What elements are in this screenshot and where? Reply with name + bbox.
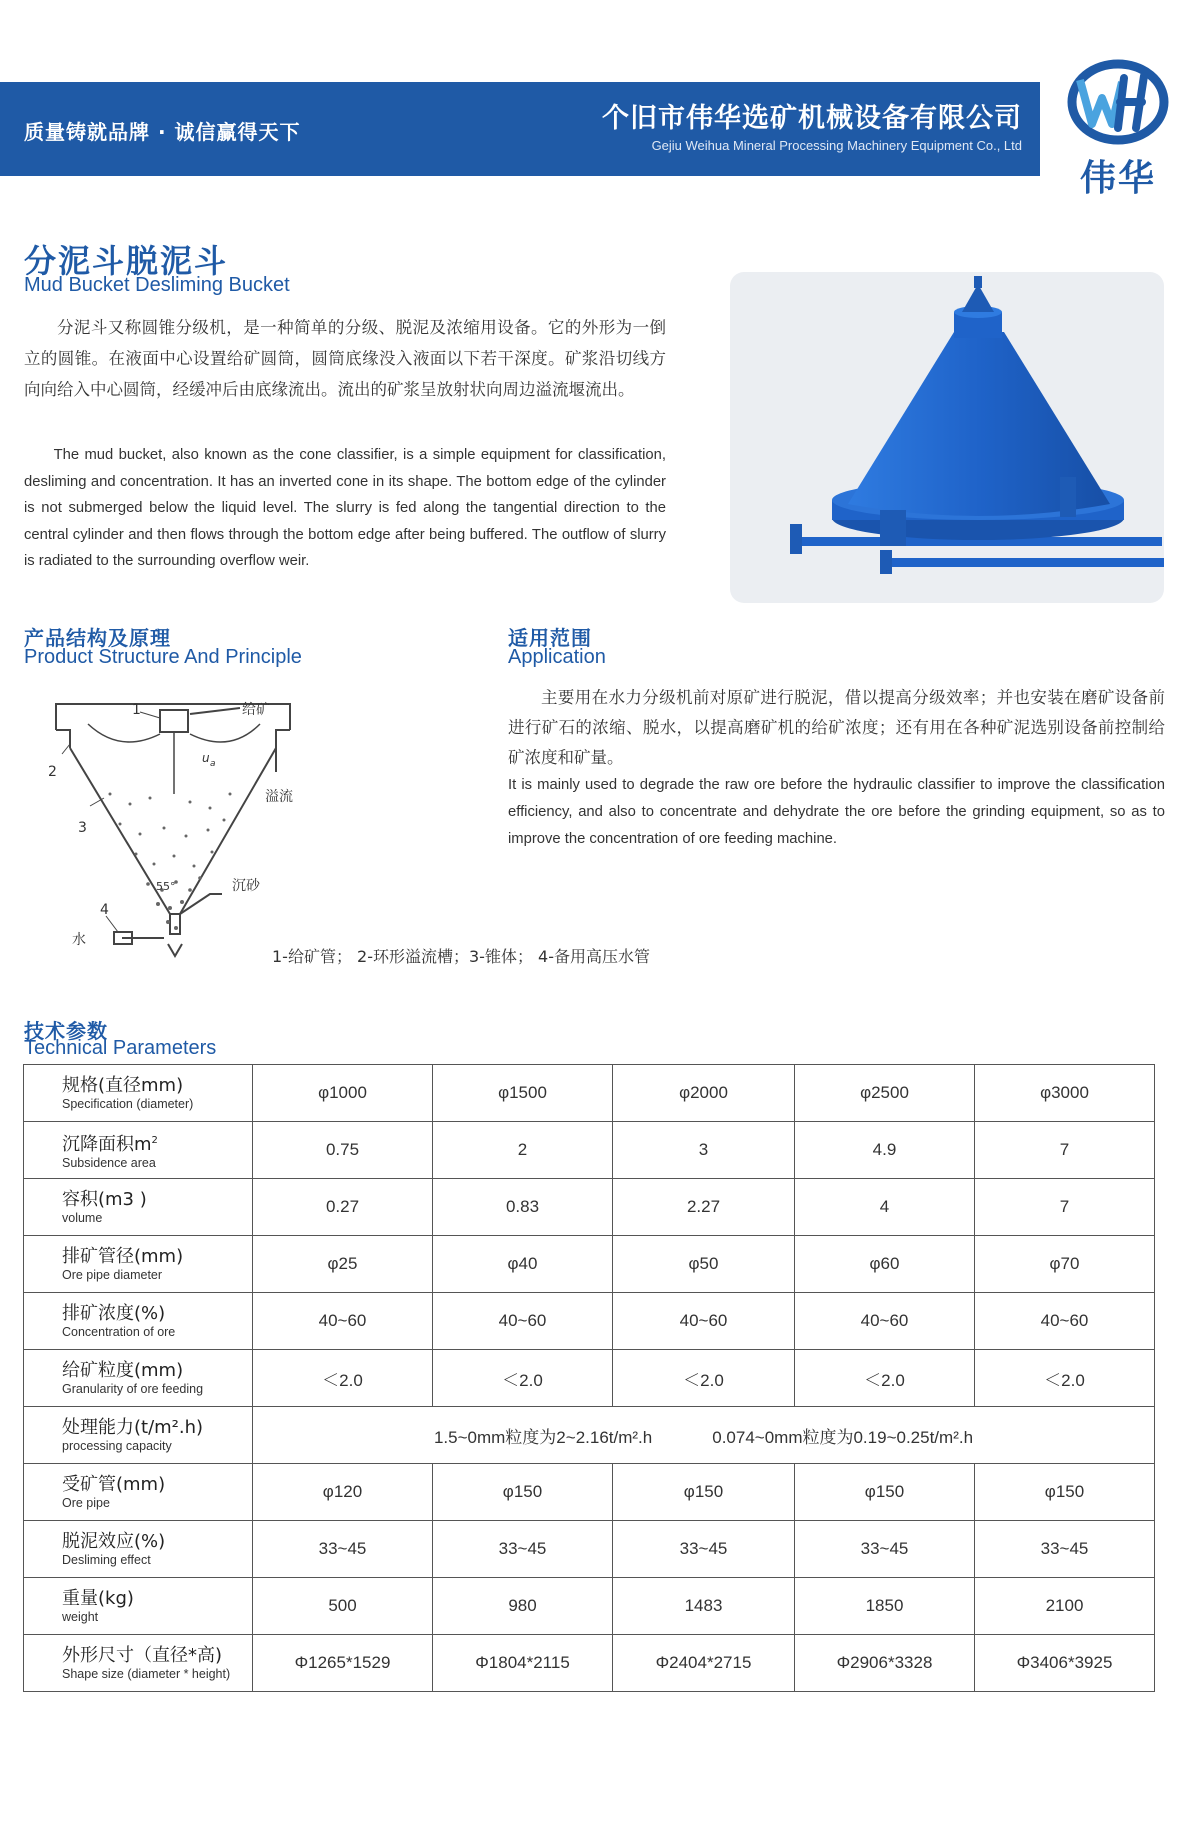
row-label-cn-text: 外形尺寸（直径*高) [62, 1644, 223, 1666]
row-label-en: Specification (diameter) [62, 1096, 194, 1111]
row-header [24, 1293, 253, 1350]
table-cell: 0.75 [253, 1122, 433, 1179]
header-band [0, 82, 1040, 176]
table-row [24, 1350, 1155, 1407]
row-label-cn-text: 受矿管(mm) [62, 1473, 166, 1495]
row-label-cn-text: 排矿浓度(%) [62, 1302, 166, 1324]
table-cell: φ25 [253, 1236, 433, 1293]
table-row [24, 1464, 1155, 1521]
table-cell: Φ2404*2715 [613, 1635, 795, 1692]
application-heading-cn: 适用范围 [508, 626, 592, 650]
table-cell: ＜2.0 [253, 1350, 433, 1407]
row-label-en: Subsidence area [62, 1155, 156, 1170]
row-label-en: Granularity of ore feeding [62, 1381, 204, 1396]
application-heading-en: Application [508, 646, 606, 668]
row-header [24, 1578, 253, 1635]
table-cell: Φ1265*1529 [253, 1635, 433, 1692]
params-heading-en: Technical Parameters [24, 1037, 217, 1059]
row-label-cn-text: 容积(m3 ) [62, 1188, 147, 1210]
weihua-logo [1058, 58, 1178, 198]
table-cell: 40~60 [433, 1293, 613, 1350]
table-cell: 33~45 [253, 1521, 433, 1578]
table-cell: ＜2.0 [795, 1350, 975, 1407]
row-label-en: Concentration of ore [62, 1324, 176, 1339]
table-cell: φ150 [795, 1464, 975, 1521]
row-header [24, 1464, 253, 1521]
table-cell: φ2500 [795, 1065, 975, 1122]
table-cell: 7 [975, 1122, 1155, 1179]
table-cell: φ50 [613, 1236, 795, 1293]
row-label-cn [62, 1645, 252, 1667]
table-cell: 33~45 [795, 1521, 975, 1578]
technical-parameters-table [23, 1064, 1155, 1692]
row-label-cn [62, 1588, 252, 1610]
table-cell: φ120 [253, 1464, 433, 1521]
row-label-cn [62, 1417, 252, 1439]
structure-heading-en: Product Structure And Principle [24, 646, 302, 668]
diagram-label-2: 2 [48, 764, 57, 780]
params-heading-cn: 技术参数 [24, 1019, 108, 1043]
table-cell: 1850 [795, 1578, 975, 1635]
row-label-en: Shape size (diameter * height) [62, 1666, 231, 1681]
table-row [24, 1578, 1155, 1635]
row-header [24, 1350, 253, 1407]
row-header [24, 1065, 253, 1122]
table-cell: ＜2.0 [975, 1350, 1155, 1407]
table-cell: φ1000 [253, 1065, 433, 1122]
table-cell: φ60 [795, 1236, 975, 1293]
table-cell: 40~60 [975, 1293, 1155, 1350]
table-cell: φ150 [433, 1464, 613, 1521]
table-row [24, 1065, 1155, 1122]
slogan: 质量铸就品牌 · 诚信赢得天下 [24, 120, 301, 144]
diagram-label-3: 3 [78, 820, 87, 836]
table-cell: φ150 [975, 1464, 1155, 1521]
table-cell: 500 [253, 1578, 433, 1635]
diagram-label-feed: 给矿 [242, 702, 270, 718]
row-label-cn [62, 1130, 252, 1156]
application-text-en: It is mainly used to degrade the raw ore before the hydraulic classifier to improve the classification efficiency, and also to concentrate and dehydrate the ore before the grinding equipment, so as to improve the concentration of ore feeding machine. [508, 777, 1165, 847]
logo-mark-icon [1058, 58, 1178, 154]
row-label-en: Ore pipe [62, 1495, 110, 1510]
table-cell: φ150 [613, 1464, 795, 1521]
product-photo [730, 272, 1164, 603]
row-header [24, 1179, 253, 1236]
table-cell: φ70 [975, 1236, 1155, 1293]
row-label-cn-text: 重量(kg) [62, 1587, 134, 1609]
table-cell: 2.27 [613, 1179, 795, 1236]
row-header [24, 1407, 253, 1464]
table-cell: Φ1804*2115 [433, 1635, 613, 1692]
table-cell: φ3000 [975, 1065, 1155, 1122]
table-cell: φ40 [433, 1236, 613, 1293]
row-label-en: weight [62, 1609, 99, 1624]
diagram-label-ua-sub: a [210, 759, 216, 769]
table-row [24, 1122, 1155, 1179]
row-header [24, 1635, 253, 1692]
row-label-cn-text: 给矿粒度(mm) [62, 1359, 184, 1381]
table-cell: φ1500 [433, 1065, 613, 1122]
row-label-en: Desliming effect [62, 1552, 151, 1567]
row-label-cn-text: 排矿管径(mm) [62, 1245, 184, 1267]
table-row [24, 1236, 1155, 1293]
table-row [24, 1521, 1155, 1578]
row-label-cn [62, 1531, 252, 1553]
row-label-cn [62, 1360, 252, 1382]
company-name-en: Gejiu Weihua Mineral Processing Machinery Equipment Co., Ltd [651, 138, 1022, 153]
row-label-cn [62, 1075, 252, 1097]
diagram-legend: 1-给矿管； 2-环形溢流槽；3-锥体； 4-备用高压水管 [272, 947, 650, 966]
row-label-cn [62, 1189, 252, 1211]
diagram-label-4: 4 [100, 902, 109, 918]
diagram-label-sand: 沉砂 [232, 878, 260, 894]
row-label-cn [62, 1246, 252, 1268]
table-cell: 33~45 [613, 1521, 795, 1578]
diagram-label-water: 水 [72, 932, 86, 948]
mud-bucket-illustration [730, 272, 1164, 603]
table-cell: Φ2906*3328 [795, 1635, 975, 1692]
diagram-label-ua: u [202, 751, 210, 765]
row-label-cn [62, 1474, 252, 1496]
table-cell: φ2000 [613, 1065, 795, 1122]
table-cell: 40~60 [253, 1293, 433, 1350]
structure-diagram [40, 694, 300, 984]
capacity-coarse: 1.5~0mm粒度为2~2.16t/m².h [433, 1427, 653, 1447]
row-label-cn-text: 处理能力(t/m².h) [62, 1416, 204, 1438]
row-header [24, 1236, 253, 1293]
capacity-fine: 0.074~0mm粒度为0.19~0.25t/m².h [712, 1427, 974, 1447]
table-cell: 40~60 [613, 1293, 795, 1350]
table-cell: ＜2.0 [433, 1350, 613, 1407]
diagram-label-overflow: 溢流 [265, 789, 293, 805]
table-cell: 40~60 [795, 1293, 975, 1350]
table-cell: 33~45 [433, 1521, 613, 1578]
table-cell: 0.83 [433, 1179, 613, 1236]
company-name-cn: 个旧市伟华选矿机械设备有限公司 [602, 103, 1022, 134]
table-cell: 3 [613, 1122, 795, 1179]
row-label-en: Ore pipe diameter [62, 1267, 163, 1282]
table-cell: 2 [433, 1122, 613, 1179]
table-row [24, 1635, 1155, 1692]
table-row [24, 1179, 1155, 1236]
row-label-sup: 2 [151, 1134, 158, 1146]
table-cell: Φ3406*3925 [975, 1635, 1155, 1692]
row-header [24, 1521, 253, 1578]
table-cell: 0.27 [253, 1179, 433, 1236]
table-cell: 33~45 [975, 1521, 1155, 1578]
page-title-en: Mud Bucket Desliming Bucket [24, 274, 290, 296]
table-cell: ＜2.0 [613, 1350, 795, 1407]
row-label-en: processing capacity [62, 1438, 172, 1453]
capacity-cell [253, 1407, 1155, 1464]
cone-classifier-diagram [40, 694, 300, 984]
row-label-cn-text: 脱泥效应(%) [62, 1530, 166, 1552]
table-cell: 980 [433, 1578, 613, 1635]
row-header [24, 1122, 253, 1179]
page-title-cn: 分泥斗脱泥斗 [24, 242, 229, 280]
row-label-cn [62, 1303, 252, 1325]
table-cell: 4.9 [795, 1122, 975, 1179]
row-label-cn-text: 沉降面积m [62, 1133, 152, 1155]
row-label-cn-text: 规格(直径mm) [62, 1074, 184, 1096]
description-cn: 分泥斗又称圆锥分级机，是一种简单的分级、脱泥及浓缩用设备。它的外形为一倒立的圆锥。在液面中心设置给矿圆筒，圆筒底缘没入液面以下若干深度。矿浆沿切线方向向给入中心圆筒，经缓冲后由底缘流出。流出的矿浆呈放射状向周边溢流堰流出。 [24, 318, 666, 399]
table-cell: 4 [795, 1179, 975, 1236]
structure-heading-cn: 产品结构及原理 [24, 626, 171, 650]
table-cell: 1483 [613, 1578, 795, 1635]
table-row [24, 1293, 1155, 1350]
logo-text: 伟华 [1079, 158, 1156, 199]
description-en: The mud bucket, also known as the cone classifier, is a simple equipment for classification, desliming and concentration. It has an inverted cone in its shape. The bottom edge of the cylinder is not submerged below the liquid level. The slurry is fed along the tangential direction to the central cylinder and then flows through the bottom edge after being buffered. The outflow of slurry is radiated to the surrounding overflow weir. [24, 447, 666, 570]
table-cell: 2100 [975, 1578, 1155, 1635]
application-text-cn: 主要用在水力分级机前对原矿进行脱泥，借以提高分级效率；并也安装在磨矿设备前进行矿石的浓缩、脱水，以提高磨矿机的给矿浓度；还有用在各种矿泥选别设备前控制给矿浓度和矿量。 [508, 688, 1165, 767]
diagram-label-angle: 55° [156, 880, 176, 893]
table-row [24, 1407, 1155, 1464]
row-label-en: volume [62, 1210, 103, 1225]
table-cell: 7 [975, 1179, 1155, 1236]
logo-letters: WH [1118, 108, 1120, 109]
diagram-label-1: 1 [132, 702, 141, 718]
